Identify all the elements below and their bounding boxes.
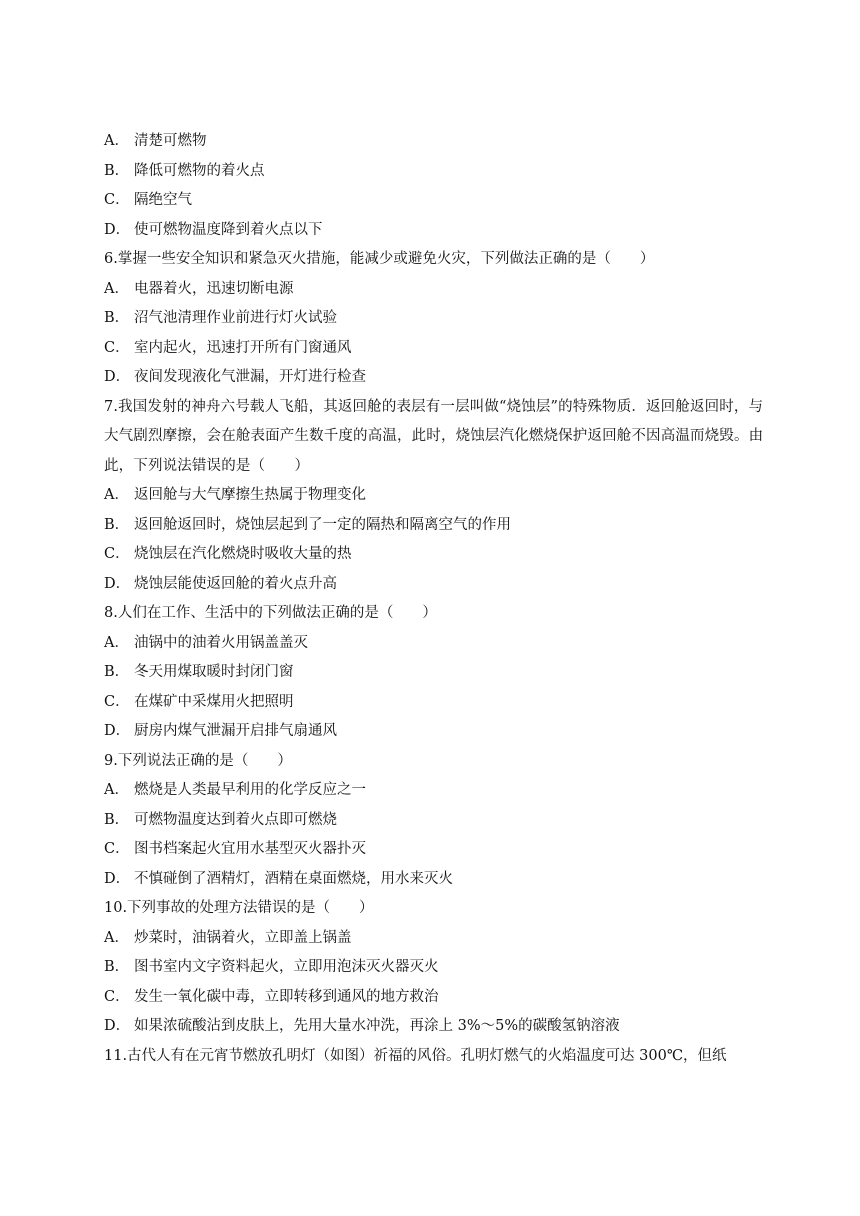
option-d xyxy=(104,1012,764,1042)
option-letter: D． xyxy=(104,369,131,385)
option-b xyxy=(104,304,764,334)
option-letter: B． xyxy=(104,310,130,326)
option-letter: B． xyxy=(104,516,130,533)
option-a xyxy=(104,776,764,806)
question-10 xyxy=(104,894,764,924)
question-9 xyxy=(104,747,764,777)
option-c xyxy=(104,334,764,364)
option-letter: C． xyxy=(104,693,130,710)
option-letter: B． xyxy=(104,162,130,179)
option-a xyxy=(104,127,764,157)
option-letter: C． xyxy=(104,546,130,562)
option-d xyxy=(104,865,764,895)
option-letter: A． xyxy=(104,782,129,798)
option-c xyxy=(104,688,764,718)
option-c xyxy=(104,983,764,1013)
option-text: 冬天用煤取暖时封闭门窗 xyxy=(134,664,294,680)
option-letter: A． xyxy=(104,133,129,149)
option-a xyxy=(104,629,764,659)
option-a xyxy=(104,275,764,305)
option-text: 发生一氧化碳中毒，立即转移到通风的地方救治 xyxy=(134,988,439,1005)
option-a xyxy=(104,924,764,954)
option-text: 沼气池清理作业前进行灯火试验 xyxy=(134,310,337,326)
option-letter: A． xyxy=(104,634,129,651)
option-c xyxy=(104,186,764,216)
option-d xyxy=(104,363,764,393)
option-text: 降低可燃物的着火点 xyxy=(134,162,265,179)
option-b xyxy=(104,511,764,541)
question-text: 8.人们在工作、生活中的下列做法正确的是（ ） xyxy=(104,605,437,621)
option-b xyxy=(104,157,764,187)
option-letter: D． xyxy=(104,870,131,887)
question-7 xyxy=(104,393,764,482)
option-letter: B． xyxy=(104,811,130,828)
option-b xyxy=(104,806,764,836)
option-letter: A． xyxy=(104,929,129,946)
question-text: 10.下列事故的处理方法错误的是（ ） xyxy=(104,900,374,916)
option-text: 返回舱返回时，烧蚀层起到了一定的隔热和隔离空气的作用 xyxy=(134,516,511,533)
option-text: 室内起火，迅速打开所有门窗通风 xyxy=(134,339,352,356)
option-text: 清楚可燃物 xyxy=(134,133,207,149)
option-c xyxy=(104,835,764,865)
option-d xyxy=(104,216,764,246)
option-text: 厨房内煤气泄漏开启排气扇通风 xyxy=(134,723,337,739)
option-c xyxy=(104,540,764,570)
option-text: 隔绝空气 xyxy=(134,192,192,208)
option-b xyxy=(104,953,764,983)
question-8 xyxy=(104,599,764,629)
question-6 xyxy=(104,245,764,275)
option-text: 在煤矿中采煤用火把照明 xyxy=(134,693,294,710)
option-text: 燃烧是人类最早利用的化学反应之一 xyxy=(134,782,366,798)
option-letter: D． xyxy=(104,1018,131,1034)
question-text: 7.我国发射的神舟六号载人飞船，其返回舱的表层有一层叫做“烧蚀层”的特殊物质．返回舱返回时，与大气剧烈摩擦，会在舱表面产生数千度的高温，此时，烧蚀层汽化燃烧保护返回舱不因高温而烧毁。由此，下列说法错误的是（ ） xyxy=(104,398,764,474)
option-text: 电器着火，迅速切断电源 xyxy=(134,280,294,297)
option-text: 炒菜时，油锅着火，立即盖上锅盖 xyxy=(134,929,352,946)
option-letter: D． xyxy=(104,575,131,592)
option-letter: D． xyxy=(104,723,131,739)
option-b xyxy=(104,658,764,688)
question-text: 6.掌握一些安全知识和紧急灭火措施，能减少或避免火灾，下列做法正确的是（ ） xyxy=(104,251,655,267)
option-text: 如果浓硫酸沾到皮肤上，先用大量水冲洗，再涂上 3%～5%的碳酸氢钠溶液 xyxy=(134,1018,620,1034)
option-letter: D． xyxy=(104,221,131,238)
option-a xyxy=(104,481,764,511)
option-text: 可燃物温度达到着火点即可燃烧 xyxy=(134,811,337,828)
option-text: 油锅中的油着火用锅盖盖灭 xyxy=(134,634,308,651)
option-letter: C． xyxy=(104,841,130,857)
option-letter: A． xyxy=(104,487,129,503)
question-11 xyxy=(104,1042,764,1072)
question-text: 9.下列说法正确的是（ ） xyxy=(104,752,292,769)
option-letter: A． xyxy=(104,280,129,297)
option-text: 图书室内文字资料起火，立即用泡沫灭火器灭火 xyxy=(134,959,439,975)
option-text: 夜间发现液化气泄漏，开灯进行检查 xyxy=(134,369,366,385)
option-d xyxy=(104,570,764,600)
option-letter: B． xyxy=(104,664,130,680)
option-text: 图书档案起火宜用水基型灭火器扑灭 xyxy=(134,841,366,857)
option-letter: C． xyxy=(104,339,130,356)
option-letter: B． xyxy=(104,959,130,975)
option-d xyxy=(104,717,764,747)
option-letter: C． xyxy=(104,988,130,1005)
option-letter: C． xyxy=(104,192,130,208)
option-text: 不慎碰倒了酒精灯，酒精在桌面燃烧，用水来灭火 xyxy=(134,870,453,887)
question-text: 11.古代人有在元宵节燃放孔明灯（如图）祈福的风俗。孔明灯燃气的火焰温度可达 300℃，但纸 xyxy=(104,1047,727,1064)
option-text: 使可燃物温度降到着火点以下 xyxy=(134,221,323,238)
option-text: 返回舱与大气摩擦生热属于物理变化 xyxy=(134,487,366,503)
option-text: 烧蚀层能使返回舱的着火点升高 xyxy=(134,575,337,592)
option-text: 烧蚀层在汽化燃烧时吸收大量的热 xyxy=(134,546,352,562)
question-list xyxy=(104,127,764,1071)
